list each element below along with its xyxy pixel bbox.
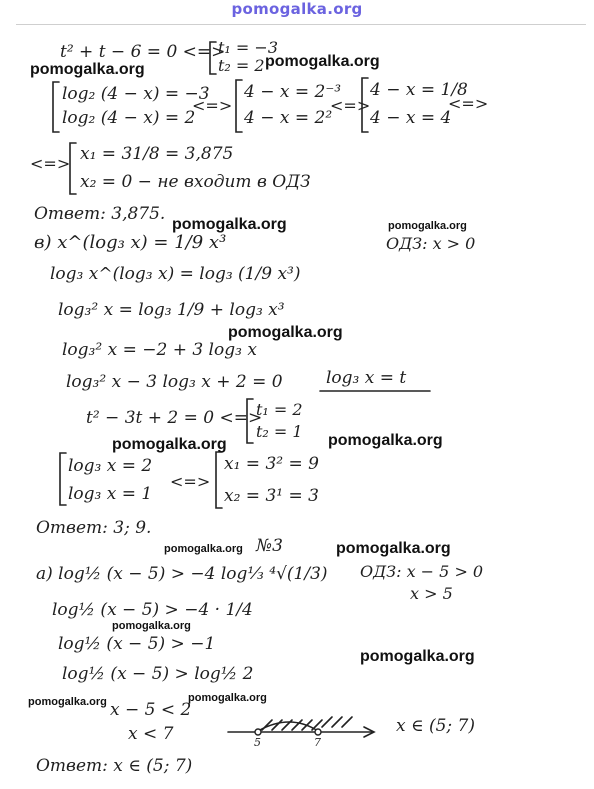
equation-line: t² − 3t + 2 = 0 <=> — [86, 408, 263, 428]
watermark: pomogalka.org — [112, 436, 227, 453]
problem-number: №3 — [256, 536, 283, 556]
equation-line: log₃² x − 3 log₃ x + 2 = 0 — [66, 372, 283, 392]
equivalence-sign: <=> — [30, 154, 71, 173]
answer-line: Ответ: 3,875. — [34, 204, 166, 224]
number-line-label: 7 — [314, 736, 321, 749]
system-bracket — [216, 452, 222, 508]
watermark: pomogalka.org — [388, 220, 467, 232]
equivalence-sign: <=> — [330, 96, 371, 115]
problem-statement: а) log½ (x − 5) > −4 log⅓ ⁴√(1/3) — [36, 564, 328, 584]
equation-line: x < 7 — [128, 724, 174, 744]
solution-root: t₂ = 1 — [256, 422, 303, 441]
equation-line: t² + t − 6 = 0 <=> — [60, 42, 226, 62]
equation-line: log₃ x = 2 — [68, 456, 153, 476]
solution-root: t₁ = −3 — [218, 38, 279, 57]
equation-line: log½ (x − 5) > log½ 2 — [62, 664, 254, 684]
answer-line: Ответ: 3; 9. — [36, 518, 152, 538]
watermark: pomogalka.org — [228, 324, 343, 341]
problem-statement: в) x^(log₃ x) = 1/9 x³ — [34, 232, 227, 253]
equation-line: log₂ (4 − x) = −3 — [62, 84, 210, 104]
watermark: pomogalka.org — [265, 53, 380, 70]
solution-root: x₂ = 3¹ = 3 — [224, 486, 319, 506]
watermark: pomogalka.org — [188, 692, 267, 704]
domain-condition: x > 5 — [410, 584, 453, 603]
solution-root: x₂ = 0 − не входит в ОДЗ — [80, 172, 311, 192]
watermark: pomogalka.org — [360, 648, 475, 665]
open-point — [315, 729, 321, 735]
equivalence-sign: <=> — [448, 94, 489, 113]
domain-condition: ОДЗ: x − 5 > 0 — [360, 562, 484, 581]
open-point — [255, 729, 261, 735]
equation-line: 4 − x = 4 — [370, 108, 452, 128]
watermark: pomogalka.org — [30, 61, 145, 78]
equation-line: log₂ (4 − x) = 2 — [62, 108, 196, 128]
solution-root: x₁ = 3² = 9 — [224, 454, 319, 474]
equation-line: 4 − x = 2⁻³ — [244, 82, 342, 102]
equation-line: log₃ x = 1 — [68, 484, 153, 504]
watermark: pomogalka.org — [164, 543, 243, 555]
equation-line: x − 5 < 2 — [110, 700, 192, 720]
substitution-note: log₃ x = t — [326, 368, 407, 388]
solution-root: t₂ = 2 — [218, 56, 265, 75]
watermark: pomogalka.org — [112, 620, 191, 632]
system-bracket — [70, 143, 76, 194]
solution-root: t₁ = 2 — [256, 400, 303, 419]
system-bracket — [60, 453, 66, 505]
system-bracket — [236, 80, 242, 132]
answer-line: Ответ: x ∈ (5; 7) — [36, 756, 193, 776]
solution-root: x₁ = 31/8 = 3,875 — [80, 144, 234, 164]
domain-condition: ОДЗ: x > 0 — [386, 234, 476, 253]
equation-line: log₃² x = −2 + 3 log₃ x — [62, 340, 257, 360]
number-line-label: 5 — [254, 736, 261, 749]
equation-line: log₃² x = log₃ 1/9 + log₃ x³ — [58, 300, 285, 320]
system-bracket — [53, 82, 59, 132]
equation-line: log₃ x^(log₃ x) = log₃ (1/9 x³) — [50, 264, 301, 284]
site-header: pomogalka.org — [231, 0, 363, 18]
equation-line: 4 − x = 1/8 — [370, 80, 468, 100]
watermark: pomogalka.org — [28, 696, 107, 708]
equation-line: log½ (x − 5) > −1 — [58, 634, 216, 654]
watermark: pomogalka.org — [172, 216, 287, 233]
equivalence-sign: <=> — [170, 472, 211, 491]
equation-line: 4 − x = 2² — [244, 108, 333, 128]
watermark: pomogalka.org — [336, 540, 451, 557]
equivalence-sign: <=> — [192, 96, 233, 115]
equation-line: log½ (x − 5) > −4 · 1/4 — [52, 600, 253, 620]
hatch — [322, 717, 352, 727]
watermark: pomogalka.org — [328, 432, 443, 449]
interval-answer: x ∈ (5; 7) — [396, 716, 476, 736]
